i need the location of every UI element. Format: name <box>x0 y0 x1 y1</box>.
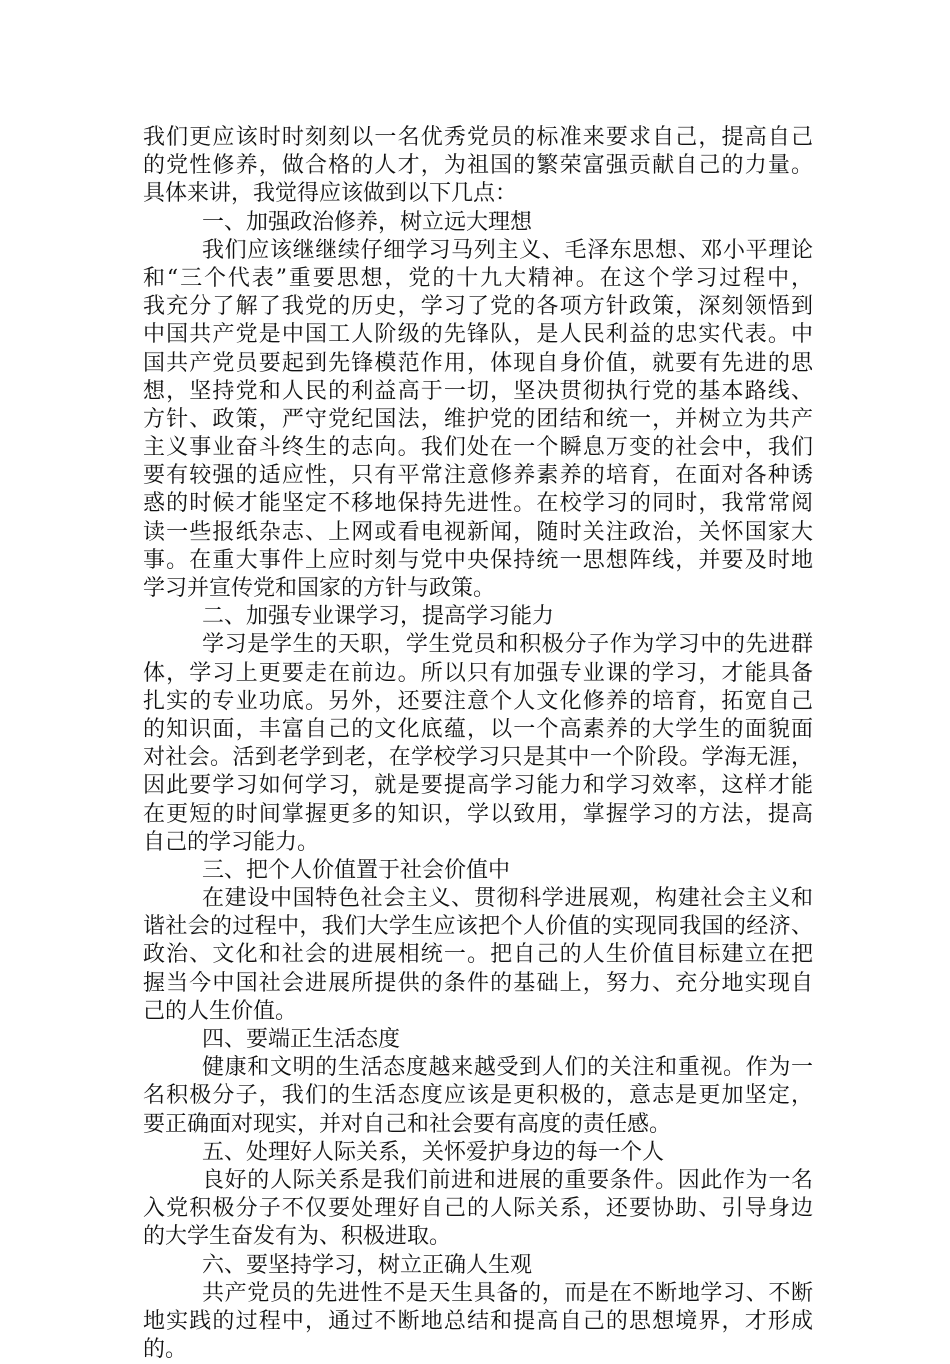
text-line: 的大学生奋发有为、积极进取。 <box>143 1224 452 1250</box>
text-line: 具体来讲，我觉得应该做到以下几点： <box>143 181 518 207</box>
text-line: 学习并宣传党和国家的方针与政策。 <box>143 576 496 601</box>
text-line: 事。在重大事件上应时刻与党中央保持统一思想阵线，并要及时地 <box>143 547 813 573</box>
text-line: 要正确面对现实，并对自己和社会要有高度的责任感。 <box>143 1111 672 1137</box>
text-line: 惑的时候才能坚定不移地保持先进性。在校学习的同时，我常常阅 <box>143 491 813 517</box>
text-line: 良好的人际关系是我们前进和进展的重要条件。因此作为一名 <box>202 1167 813 1193</box>
text-line: 要有较强的适应性，只有平常注意修养素养的培育，在面对各种诱 <box>143 463 813 489</box>
text-line: 我们应该继继续仔细学习马列主义、毛泽东思想、邓小平理论 <box>202 237 813 263</box>
text-line: 想，坚持党和人民的利益高于一切，坚决贯彻执行党的基本路线、 <box>143 378 813 404</box>
text-line: 对社会。活到老学到老，在学校学习只是其中一个阶段。学海无涯， <box>143 745 813 771</box>
text-line: 学习是学生的天职，学生党员和积极分子作为学习中的先进群 <box>202 632 813 658</box>
text-line: 的。 <box>143 1337 188 1363</box>
text-line: 共产党员的先进性不是天生具备的，而是在不断地学习、不断 <box>202 1280 813 1306</box>
text-line: 的知识面，丰富自己的文化底蕴，以一个高素养的大学生的面貌面 <box>143 716 813 742</box>
text-line: 政治、文化和社会的进展相统一。把自己的人生价值目标建立在把 <box>143 942 813 968</box>
section-heading: 五、处理好人际关系，关怀爱护身边的每一个人 <box>202 1139 665 1165</box>
text-line: 我们更应该时时刻刻以一名优秀党员的标准来要求自己，提高自己 <box>143 125 813 150</box>
section-heading: 六、要坚持学习，树立正确人生观 <box>202 1252 533 1278</box>
text-line: 的党性修养，做合格的人才，为祖国的繁荣富强贡献自己的力量。 <box>143 153 813 179</box>
text-line: 体，学习上更要走在前边。所以只有加强专业课的学习，才能具备 <box>143 660 813 686</box>
text-line: 国共产党员要起到先锋模范作用，体现自身价值，就要有先进的思 <box>143 350 813 376</box>
section-heading: 一、加强政治修养，树立远大理想 <box>202 209 533 235</box>
text-line: 中国共产党是中国工人阶级的先锋队，是人民利益的忠实代表。中 <box>143 322 813 348</box>
body-text <box>143 124 813 1364</box>
text-line: 主义事业奋斗终生的志向。我们处在一个瞬息万变的社会中，我们 <box>143 435 813 461</box>
text-line: 和“三个代表”重要思想，党的十九大精神。在这个学习过程中， <box>143 265 813 291</box>
text-line: 健康和文明的生活态度越来越受到人们的关注和重视。作为一 <box>202 1055 813 1081</box>
text-line: 我充分了解了我党的历史，学习了党的各项方针政策，深刻领悟到 <box>143 294 813 320</box>
text-line: 握当今中国社会进展所提供的条件的基础上，努力、充分地实现自 <box>143 970 813 996</box>
text-line: 读一些报纸杂志、上网或看电视新闻，随时关注政治，关怀国家大 <box>143 519 813 545</box>
text-line: 自己的学习能力。 <box>143 829 320 855</box>
text-line: 在建设中国特色社会主义、贯彻科学进展观，构建社会主义和 <box>202 886 813 912</box>
section-heading: 二、加强专业课学习，提高学习能力 <box>202 604 555 630</box>
text-line: 方针、政策，严守党纪国法，维护党的团结和统一，并树立为共产 <box>143 406 813 432</box>
text-line: 因此要学习如何学习，就是要提高学习能力和学习效率，这样才能 <box>143 773 813 799</box>
section-heading: 三、把个人价值置于社会价值中 <box>202 857 511 883</box>
section-heading: 四、要端正生活态度 <box>202 1027 401 1052</box>
text-line: 扎实的专业功底。另外，还要注意个人文化修养的培育，拓宽自己 <box>143 688 813 714</box>
text-line: 入党积极分子不仅要处理好自己的人际关系，还要协助、引导身边 <box>143 1196 813 1222</box>
text-line: 谐社会的过程中，我们大学生应该把个人价值的实现同我国的经济、 <box>143 914 813 940</box>
text-line: 在更短的时间掌握更多的知识，学以致用，掌握学习的方法，提高 <box>143 801 813 827</box>
text-line: 地实践的过程中，通过不断地总结和提高自己的思想境界，才形成 <box>143 1308 813 1334</box>
text-line: 名积极分子，我们的生活态度应该是更积极的，意志是更加坚定， <box>143 1083 813 1109</box>
text-line: 己的人生价值。 <box>143 998 298 1024</box>
